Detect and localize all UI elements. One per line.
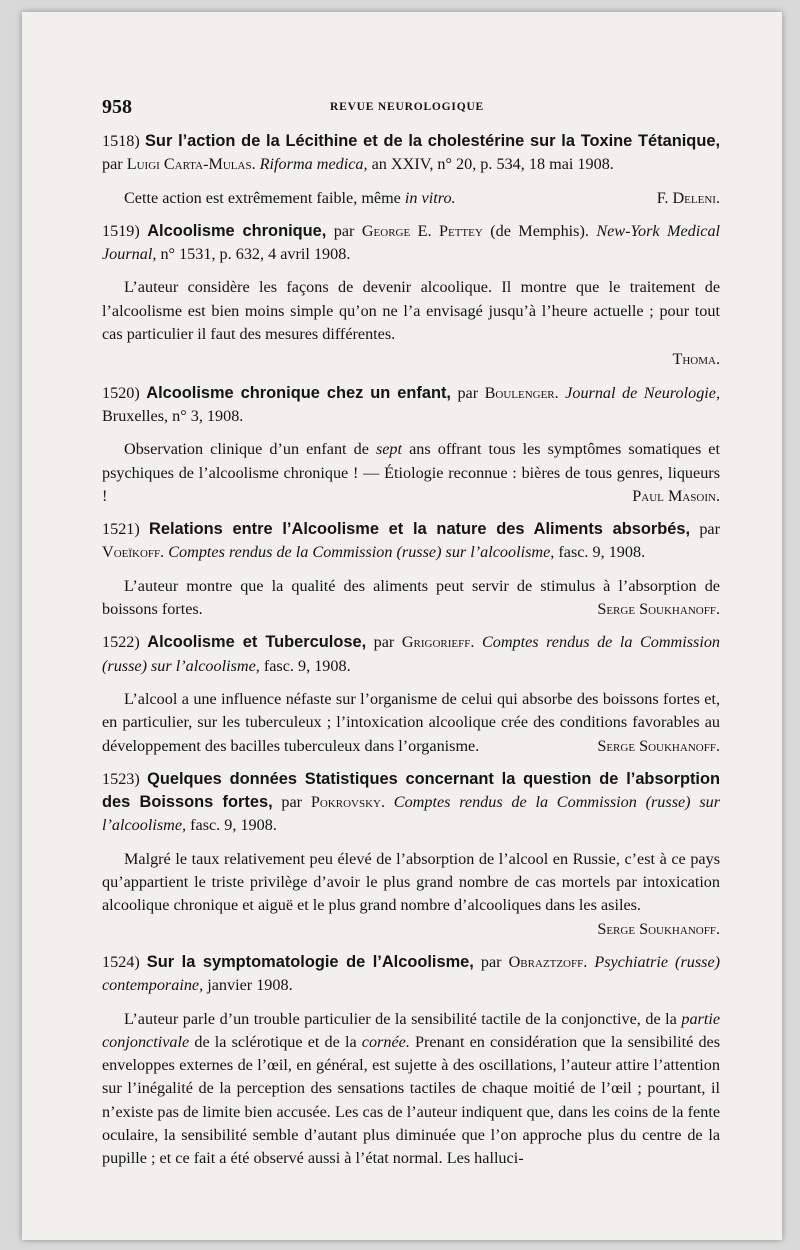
entry-details: janvier 1908.: [207, 976, 293, 995]
entry-body: [102, 187, 720, 210]
by-word: par: [457, 383, 479, 402]
entry-source: Comptes rendus de la Commission (russe) sur l’alcoolisme,: [102, 793, 721, 835]
entry-author: Luigi Carta-Mulas: [126, 155, 252, 174]
entry-details: Bruxelles, n° 3, 1908.: [102, 406, 244, 425]
body-text: L’auteur parle d’un trouble particulier de la sensibilité tactile de la conjonctive, de la: [124, 1009, 677, 1028]
entry-details: n° 1531, p. 632, 4 avril 1908.: [160, 245, 351, 264]
abstract-entry-1522: [102, 631, 720, 757]
entry-signature: Serge Soukhanoff.: [597, 600, 720, 619]
entry-body: [102, 438, 720, 508]
body-text: L’alcool a une influence néfaste sur l’organisme de celui qui absorbe des boissons fortes et, en particulier, sur les tuberculeux ; l’intoxication alcoolique crée des conditions favorables au développement des bacilles tuberculeux dans l’organisme.: [102, 689, 720, 755]
entry-title: Relations entre l’Alcoolisme et la nature des Aliments absorbés,: [149, 520, 691, 539]
entry-heading: [102, 220, 720, 267]
by-word: par: [699, 520, 720, 539]
entry-signature: F. Deleni.: [656, 188, 720, 207]
entry-body: L’auteur considère les façons de devenir alcoolique. Il montre que le traitement de l’alcoolisme est bien moins simple qu’on ne l’a envisagé jusqu’à l’heure actuelle ; pour tout cas particulier il faut des mesures différentes.: [102, 278, 720, 344]
body-italic: cornée.: [361, 1032, 410, 1051]
page-number: 958: [102, 96, 132, 118]
entry-details: fasc. 9, 1908.: [558, 543, 646, 562]
entry-author: Voeïkoff: [102, 543, 161, 562]
entry-body: [102, 848, 720, 938]
body-text: de la sclérotique et de la: [194, 1032, 357, 1051]
entry-author: Obraztzoff: [508, 952, 584, 971]
entry-signature: Serge Soukhanoff.: [597, 919, 720, 938]
body-text: Prenant en considération que la sensibilité des enveloppes externes de l’œil, en général, est sujette à des oscillations, l’auteur attire l’attention sur l’inégalité de la perception des sensations tactiles de chaque moitié de l’œil ; pourtant, il n’existe pas de limite bien accusée. Les cas de l’auteur indiquent que, dans les coins de la fente oculaire, la sensibilité semble d’autant plus diminuée que l’on approche plus du centre de la pupille ; et ce fait a été observé aussi à l’état normal. Les halluci-: [102, 1032, 721, 1168]
abstract-entry-1524: [102, 951, 720, 1171]
entry-number: 1518): [102, 132, 140, 150]
body-italic: in vitro.: [404, 188, 456, 207]
entry-signature: Paul Masoin.: [632, 486, 720, 505]
entry-heading: 1522) Alcoolisme et Tuberculose, par Grigorieff. Comptes rendus de la Commission (russe) sur l’alcoolisme, fasc. 9, 1908.: [102, 633, 721, 675]
by-word: par: [480, 952, 502, 971]
by-word: par: [333, 221, 355, 240]
body-italic: sept: [375, 440, 403, 459]
entry-title: Sur la symptomatologie de l’Alcoolisme,: [146, 952, 474, 971]
entry-details: an XXIV, n° 20, p. 534, 18 mai 1908.: [371, 155, 614, 174]
entry-author: Boulenger: [484, 383, 555, 402]
journal-title: REVUE NEUROLOGIQUE: [330, 101, 485, 113]
running-header: [102, 96, 720, 120]
abstract-entry-1523: [102, 768, 720, 941]
by-word: par: [281, 793, 303, 812]
abstract-entry-1520: [102, 382, 720, 508]
entry-place: (de Memphis).: [490, 221, 589, 240]
entry-body: [102, 575, 720, 622]
abstract-entry-1519: [102, 220, 720, 372]
entry-signature: Thoma.: [672, 350, 720, 369]
scanned-page: [22, 12, 782, 1240]
entry-heading: 1521) Relations entre l’Alcoolisme et la nature des Aliments absorbés, par Voeïkoff. Comptes rendus de la Commission (russe) sur l’alcoolisme, fasc. 9, 1908.: [102, 520, 720, 562]
entry-number: 1519): [102, 221, 140, 240]
entry-source: New-York Medical Journal,: [102, 221, 721, 264]
body-italic: partie conjonctivale: [102, 1009, 721, 1051]
text-column: [102, 130, 720, 1181]
entry-number: 1521): [102, 520, 140, 539]
entry-title: Alcoolisme et Tuberculose,: [147, 633, 367, 652]
entry-signature: Serge Soukhanoff.: [597, 736, 720, 755]
entry-number: 1523): [102, 769, 140, 788]
entry-details: fasc. 9, 1908.: [190, 816, 277, 835]
entry-author: Pokrovsky: [310, 793, 381, 812]
by-word: par: [373, 633, 395, 652]
entry-title: Sur l’action de la Lécithine et de la cholestérine sur la Toxine Tétanique,: [145, 132, 720, 150]
entry-source: Journal de Neurologie,: [565, 383, 721, 402]
entry-number: 1520): [102, 383, 140, 402]
entry-title: Alcoolisme chronique chez un enfant,: [146, 383, 451, 402]
entry-number: 1522): [102, 633, 140, 652]
entry-title: Alcoolisme chronique,: [147, 221, 327, 240]
entry-source: Comptes rendus de la Commission (russe) sur l’alcoolisme,: [102, 633, 721, 675]
entry-heading: 1524) Sur la symptomatologie de l’Alcoolisme, par Obraztzoff. Psychiatrie (russe) contemporaine, janvier 1908.: [102, 952, 721, 995]
entry-heading: 1520) Alcoolisme chronique chez un enfant, par Boulenger. Journal de Neurologie, Bruxelles, n° 3, 1908.: [102, 383, 721, 425]
abstract-entry-1518: [102, 130, 720, 210]
body-text: Observation clinique d’un enfant de: [124, 440, 369, 459]
body-text: L’auteur montre que la qualité des aliments peut servir de stimulus à l’absorption de boissons fortes.: [102, 576, 720, 619]
entry-title: Quelques données Statistiques concernant la question de l’absorption des Boissons fortes,: [102, 769, 720, 812]
body-text: ans offrant tous les symptômes somatiques et psychiques de l’alcoolisme chronique ! — Étiologie reconnue : bières de tous genres, liqueurs !: [102, 440, 720, 505]
entry-source: Psychiatrie (russe) contemporaine,: [102, 952, 721, 995]
by-word: par: [102, 155, 123, 174]
body-text: Cette action est extrêmement faible, même: [124, 188, 401, 207]
entry-heading: 1523) Quelques données Statistiques concernant la question de l’absorption des Boissons fortes, par Pokrovsky. Comptes rendus de la Commission (russe) sur l’alcoolisme, fasc. 9, 1908.: [102, 769, 721, 835]
abstract-entry-1521: [102, 518, 720, 621]
body-text: Malgré le taux relativement peu élevé de l’absorption de l’alcool en Russie, c’est à ce pays qu’appartient le triste privilège d’avoir le plus grand nombre de cas mortels par intoxication alcoolique chronique et aiguë et le plus grand nombre d’alcooliques dans les asiles.: [102, 849, 720, 915]
entry-source: Comptes rendus de la Commission (russe) sur l’alcoolisme,: [168, 543, 555, 562]
entry-body: [102, 688, 720, 758]
entry-author: Grigorieff: [401, 633, 471, 652]
entry-number: 1524): [102, 952, 140, 971]
entry-source: Riforma medica,: [259, 155, 368, 174]
entry-body: [102, 1008, 720, 1171]
entry-details: fasc. 9, 1908.: [263, 656, 351, 675]
entry-heading: 1518) Sur l’action de la Lécithine et de la cholestérine sur la Toxine Tétanique, par Luigi Carta-Mulas. Riforma medica, an XXIV, n° 20, p. 534, 18 mai 1908.: [102, 132, 720, 174]
entry-author: George E. Pettey: [361, 221, 483, 240]
